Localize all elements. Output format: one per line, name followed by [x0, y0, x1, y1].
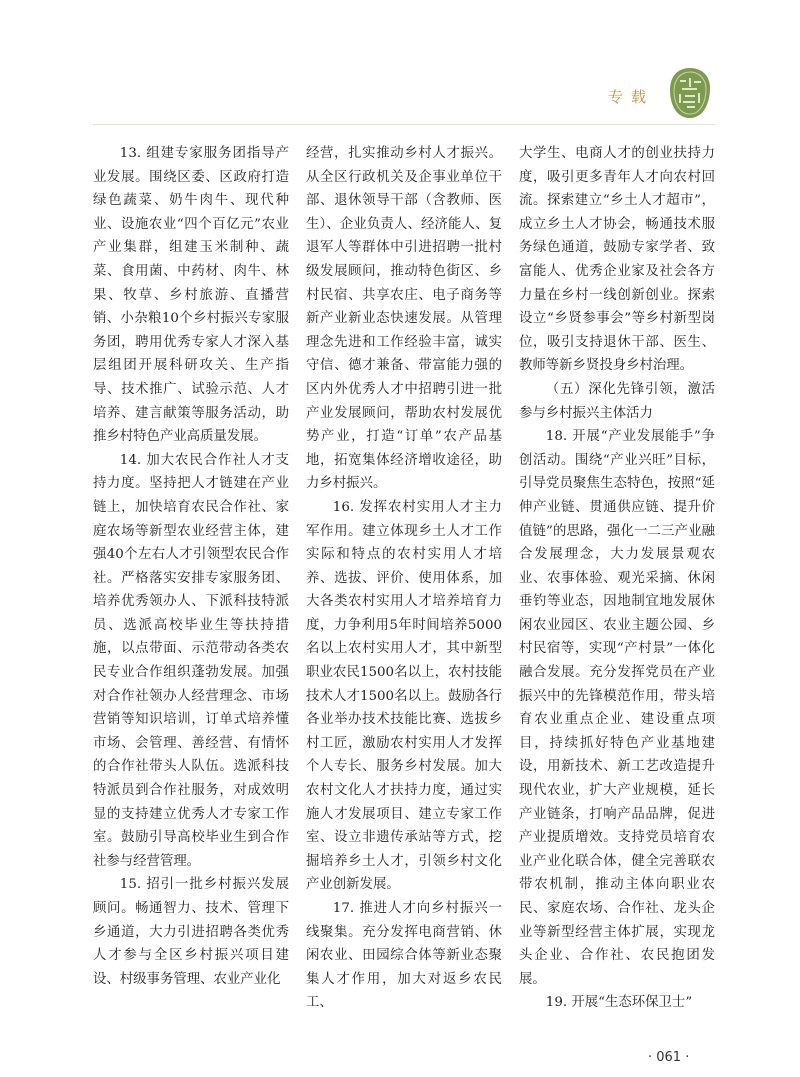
article-body [93, 142, 715, 1015]
text-column-1 [93, 142, 289, 1015]
section-label: 专载 [608, 88, 655, 106]
text-column-2 [306, 142, 502, 1015]
paragraph-17: 17. 推进人才向乡村振兴一线聚集。充分发挥电商营销、休闲农业、田园综合体等新业态聚集人才作用，加大对返乡农民工、 [306, 901, 502, 1011]
text-column-3 [519, 142, 715, 1015]
section-heading-5: （五）深化先锋引领，激活参与乡村振兴主体活力 [519, 381, 715, 421]
paragraph-17-continued: 大学生、电商人才的创业扶持力度，吸引更多青年人才向农村回流。探索建立“乡土人才超市”，成立乡土人才协会，畅通技术服务绿色通道，鼓励专家学者、致富能人、优秀企业家及社会各方力量在乡村一线创新创业。探索设立“乡贤参事会”等乡村新型岗位，吸引支持退休干部、医生、教师等新乡贤投身乡村治理。 [519, 146, 715, 374]
paragraph-13: 13. 组建专家服务团指导产业发展。围绕区委、区政府打造绿色蔬菜、奶牛肉牛、现代种业、设施农业“四个百亿元”农业产业集群，组建玉米制种、蔬菜、食用菌、中药材、肉牛、林果、牧草、乡村旅游、直播营销、小杂粮10个乡村振兴专家服务团，聘用优秀专家人才深入基层组团开展科研攻关、生产指导、技术推广、试验示范、人才培养、建言献策等服务活动，助推乡村特色产业高质量发展。 [93, 146, 289, 445]
paragraph-19: 19. 开展“生态环保卫士” [545, 995, 693, 1011]
paragraph-14: 14. 加大农民合作社人才支持力度。坚持把人才链建在产业链上，加快培育农民合作社、家庭农场等新型农业经营主体，建强40个左右人才引领型农民合作社。严格落实安排专家服务团、培养优秀领办人、下派科技特派员、选派高校毕业生等扶持措施，以点带面、示范带动各类农民专业合作组织蓬勃发展。加强对合作社领办人经营理念、市场营销等知识培训，订单式培养懂市场、会管理、善经营、有情怀的合作社带头人队伍。选派科技特派员到合作社服务，对成效明显的支持建立优秀人才专家工作室。鼓励引导高校毕业生到合作社参与经营管理。 [93, 452, 289, 869]
header-divider [93, 124, 715, 125]
paragraph-18: 18. 开展“产业发展能手”争创活动。围绕“产业兴旺”目标，引导党员聚焦生态特色，按照“延伸产业链、贯通供应链、提升价值链”的思路，强化一二三产业融合发展理念，大力发展景观农业、农事体验、观光采摘、休闲垂钓等业态，因地制宜地发展休闲农业园区、农业主题公园、乡村民宿等，实现“产村景”一体化融合发展。充分发挥党员在产业振兴中的先锋模范作用，带头培育农业重点企业、建设重点项目，持续抓好特色产业基地建设，用新技术、新工艺改造提升现代农业，扩大产业规模，延长产业链条，打响产品品牌，促进产业提质增效。支持党员培育农业产业化联合体，健全完善联农带农机制，推动主体向职业农民、家庭农场、合作社、龙头企业等新型经营主体扩展，实现龙头企业、合作社、农民抱团发展。 [519, 429, 715, 987]
green-seal-logo-icon [668, 66, 712, 120]
paragraph-15: 15. 招引一批乡村振兴发展顾问。畅通智力、技术、管理下乡通道，大力引进招聘各类优秀人才参与全区乡村振兴项目建设、村级事务管理、农业产业化 [93, 877, 289, 987]
page-number: · 061 · [648, 1050, 690, 1065]
paragraph-16: 16. 发挥农村实用人才主力军作用。建立体现乡土人才工作实际和特点的农村实用人才培养、选拔、评价、使用体系，加大各类农村实用人才培养培育力度，力争利用5年时间培养5000名以上农村实用人才，其中新型职业农民1500名以上，农村技能技术人才1500名以上。鼓励各行各业举办技术技能比赛、选拔乡村工匠，激励农村实用人才发挥个人专长、服务乡村发展。加大农村文化人才扶持力度，通过实施人才发展项目、建立专家工作室、设立非遗传承站等方式，挖掘培养乡土人才，引领乡村文化产业创新发展。 [306, 499, 502, 893]
paragraph-15-continued: 经营，扎实推动乡村人才振兴。从全区行政机关及企事业单位干部、退休领导干部（含教师、医生）、企业负责人、经济能人、复退军人等群体中引进招聘一批村级发展顾问，推动特色街区、乡村民宿、共享农庄、电子商务等新产业新业态快速发展。从管理理念先进和工作经验丰富，诚实守信、德才兼备、带富能力强的区内外优秀人才中招聘引进一批产业发展顾问，帮助农村发展优势产业，打造“订单”农产品基地，拓宽集体经济增收途径，助力乡村振兴。 [306, 146, 502, 492]
